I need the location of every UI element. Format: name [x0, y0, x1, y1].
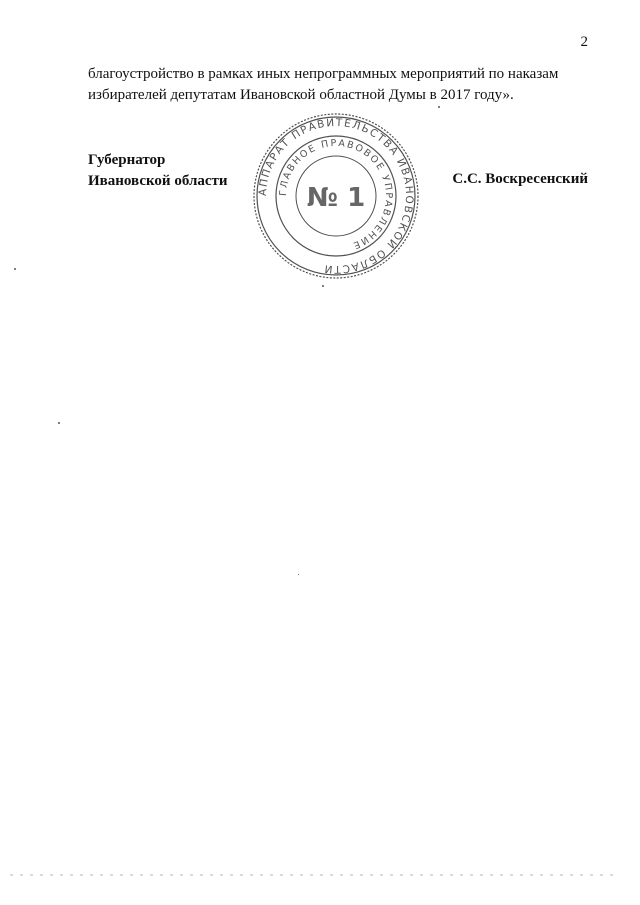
paragraph-line-2: избирателей депутатам Ивановской областной Думы в 2017 году».: [88, 87, 514, 103]
official-seal-stamp: [252, 112, 420, 280]
signatory-title-line-2: Ивановской области: [88, 173, 228, 189]
scan-speck: [438, 106, 440, 108]
closing-paragraph: [88, 64, 588, 106]
signatory-title: [88, 150, 228, 192]
stamp-inner-ring-text: ГЛАВНОЕ ПРАВОВОЕ УПРАВЛЕНИЕ: [277, 137, 395, 252]
paragraph-line-1: благоустройство в рамках иных непрограммных мероприятий по наказам: [88, 66, 559, 82]
signatory-name: С.С. Воскресенский: [452, 171, 588, 187]
page-number: 2: [580, 34, 588, 50]
scan-speck: [322, 285, 324, 287]
scan-speck: [58, 422, 60, 424]
stamp-outer-ring-text: АППАРАТ ПРАВИТЕЛЬСТВА ИВАНОВСКОЙ ОБЛАСТИ: [256, 116, 416, 276]
signatory-title-line-1: Губернатор: [88, 152, 166, 168]
scan-speck: [14, 268, 16, 270]
stamp-center-text: № 1: [306, 183, 366, 213]
scan-edge-noise: [0, 872, 640, 878]
scan-speck: [298, 574, 299, 575]
